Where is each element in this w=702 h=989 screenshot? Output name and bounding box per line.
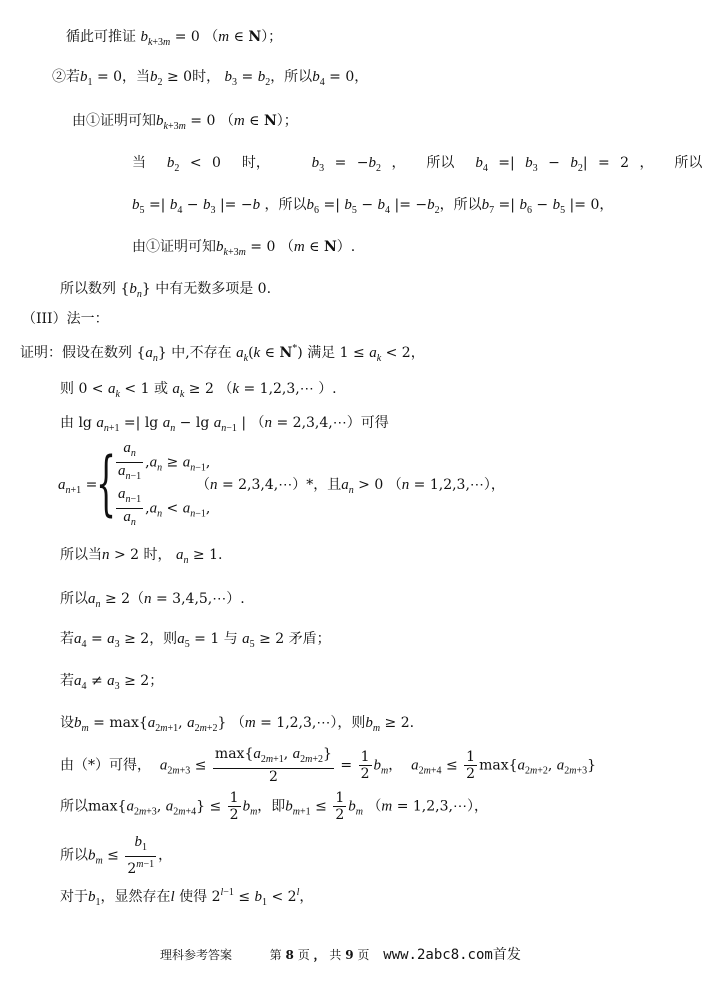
- line-16: 设$b_m = \max\{a_{2m+1}$, $a_{2m+2}$} （m = 1,2,3,⋯），则$b_m \ge 2$.: [60, 715, 415, 734]
- line-8: （III）法一：: [22, 311, 109, 327]
- line-17: 由（*）可得， $a_{2m+3}$ ≤ $\frac{\max\{a_{2m+1}, a_{2m+2}\}}{2}$ = $\frac{1}{2}$ $b_m$， $a_{2m+4}$ ≤ $\frac{1}{2}$ $\max\{a_{2m+2}$, $a_{2m+3}$}: [60, 746, 597, 785]
- footer-site-watermark: www.2abc8.com首发: [383, 947, 521, 963]
- line-19: 所以$b_m$ ≤ $\frac{b_1}{2^{m-1}}$ ，: [60, 834, 173, 877]
- line-1: 循此可推证 $b_{k+3m} = 0$ （m ∈ N）；: [66, 29, 283, 48]
- line-5: $b_5$ =| $b_4 - b_3$ |= −b ，所以$b_6$ =| $b_5 - b_4$ |= $-b_2$，所以$b_7$ =| $b_6 - b_5$ |= 0，: [132, 197, 614, 216]
- line-2: ②若$b_1 = 0$，当$b_2 \ge 0$时， $b_3 = b_2$，所以$b_4 = 0$，: [52, 69, 369, 88]
- line-4: 当 $b_2 < 0$ 时， $b_3 = -b_2$ ， 所以 $b_4$ =| $b_3 - b_2| = 2$ ， 所以: [132, 155, 702, 174]
- line-11: 由 $\lg a_{n+1}$ =| $\lg a_n - \lg a_{n-1}$ | （n = 2,3,4,⋯）可得: [60, 415, 389, 434]
- line-10: 则 $0 < a_k < 1$ 或 $a_k \ge 2$ （k = 1,2,3,⋯ ）.: [60, 381, 337, 400]
- line-7: 所以数列 $\{b_n\}$ 中有无数多项是 0.: [60, 281, 272, 300]
- page-footer: [160, 944, 521, 964]
- footer-page-label: 第 8 页 ， 共 9 页: [269, 948, 370, 962]
- line-6: 由①证明可知$b_{k+3m} = 0$ （m ∈ N）.: [132, 239, 356, 258]
- line-9: 证明：假设在数列 $\{a_n\}$ 中,不存在 $a_k(k$ ∈ N*) 满足 $1 \le a_k < 2$，: [20, 343, 425, 364]
- line-3: 由①证明可知$b_{k+3m} = 0$ （m ∈ N）；: [72, 113, 298, 132]
- line-12: 所以当n > 2 时， $a_n \ge 1$.: [60, 547, 223, 566]
- line-14: 若$a_4 = a_3 \ge 2$，则$a_5 = 1$ 与 $a_5 \ge 2$ 矛盾；: [60, 631, 331, 650]
- line-20: 对于$b_1$，显然存在l 使得 $2^{l-1} \le b_1 < 2^l$，: [60, 887, 314, 908]
- line-18: 所以$\max\{a_{2m+3}$, $a_{2m+4}$} ≤ $\frac{1}{2}$ $b_m$，即$b_{m+1}$ ≤ $\frac{1}{2}$ $b_m$ （m = 1,2,3,⋯），: [60, 790, 488, 823]
- footer-doc-title: 理科参考答案: [160, 948, 233, 962]
- piecewise-system: $a_{n+1}$ = { $\frac{a_n}{a_{n-1}}$ $,a_n \ge a_{n-1}$, $\frac{a_{n-1}}{a_n}$ $,a_n < a_{n-1}$, （n = 2,3,4,⋯）*，且$a_n > 0$ （n = 1,2,3,⋯），: [58, 440, 505, 528]
- line-13: 所以$a_n \ge 2(n$ = 3,4,5,⋯）.: [60, 591, 245, 610]
- line-15: 若$a_4 \ne a_3 \ge 2$；: [60, 673, 164, 692]
